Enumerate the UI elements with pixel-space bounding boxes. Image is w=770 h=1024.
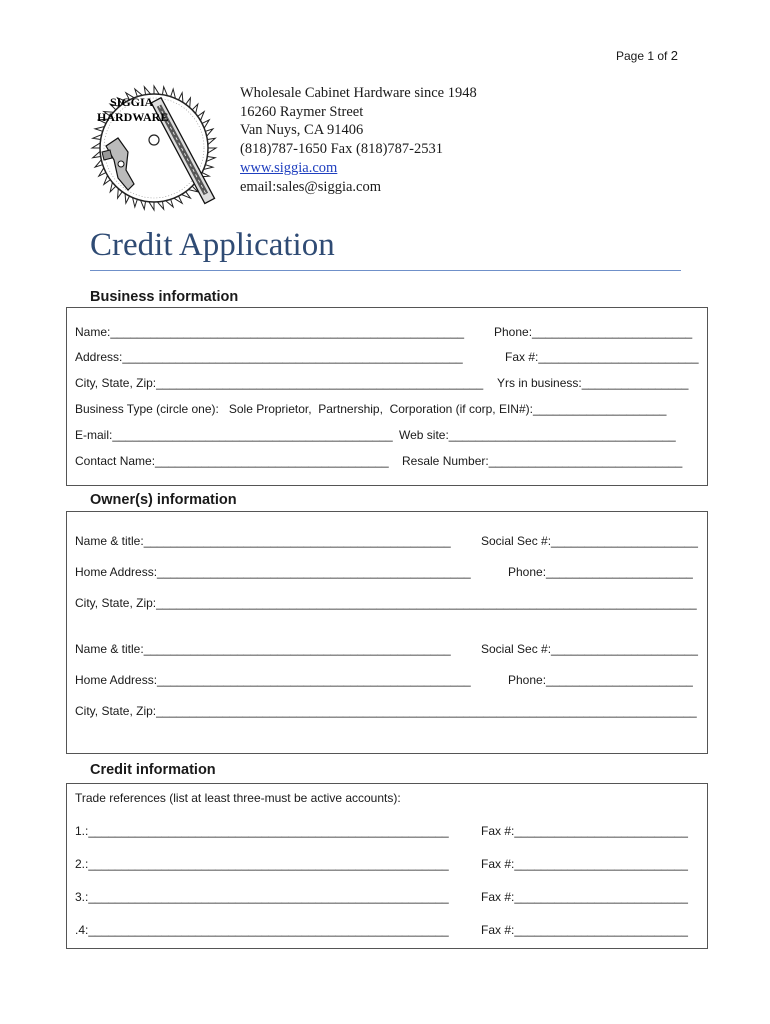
page-label: Page 1 of	[616, 49, 671, 63]
owners-section-heading: Owner(s) information	[90, 492, 237, 508]
owner2-ssn-field[interactable]: Social Sec #:______________________	[481, 642, 698, 656]
trade-ref-4-field[interactable]: .4:______________________________________________________	[75, 923, 449, 937]
logo-text-line2: HARDWARE	[97, 110, 169, 124]
business-address-field[interactable]: Address:___________________________________________________	[75, 350, 463, 364]
trade-ref-3-field[interactable]: 3.:______________________________________________________	[75, 890, 449, 904]
page-total: 2	[670, 48, 678, 63]
owner1-name-title-field[interactable]: Name & title:______________________________________________	[75, 534, 451, 548]
company-city: Van Nuys, CA 91406	[240, 122, 364, 139]
company-phones: (818)787-1650 Fax (818)787-2531	[240, 141, 443, 158]
business-website-field[interactable]: Web site:__________________________________	[399, 428, 676, 442]
company-website-link[interactable]: www.siggia.com	[240, 159, 338, 176]
business-years-field[interactable]: Yrs in business:________________	[497, 376, 689, 390]
business-name-field[interactable]: Name:_____________________________________________________	[75, 325, 465, 339]
trade-references-label: Trade references (list at least three-must be active accounts):	[75, 791, 401, 805]
trade-ref-2-fax-field[interactable]: Fax #:__________________________	[481, 857, 688, 871]
title-divider	[90, 270, 681, 271]
business-section-heading: Business information	[90, 289, 239, 305]
business-contact-field[interactable]: Contact Name:___________________________________	[75, 454, 389, 468]
business-city-field[interactable]: City, State, Zip:_________________________________________________	[75, 376, 484, 390]
trade-ref-2-field[interactable]: 2.:______________________________________________________	[75, 857, 449, 871]
company-street: 16260 Raymer Street	[240, 103, 364, 120]
owner2-home-address-field[interactable]: Home Address:_______________________________________________	[75, 673, 471, 687]
page-number	[616, 48, 678, 63]
owner1-ssn-field[interactable]: Social Sec #:______________________	[481, 534, 698, 548]
logo-text-line1: SIGGIA	[110, 95, 154, 109]
trade-ref-1-field[interactable]: 1.:______________________________________________________	[75, 824, 449, 838]
trade-ref-4-fax-field[interactable]: Fax #:__________________________	[481, 923, 688, 937]
business-type-field[interactable]: Business Type (circle one): Sole Proprietor, Partnership, Corporation (if corp, EIN#):____________________	[75, 402, 667, 416]
owner2-name-title-field[interactable]: Name & title:______________________________________________	[75, 642, 451, 656]
business-email-field[interactable]: E-mail:__________________________________________	[75, 428, 393, 442]
owner2-city-field[interactable]: City, State, Zip:_________________________________________________________________________________	[75, 704, 697, 718]
owner2-phone-field[interactable]: Phone:______________________	[508, 673, 693, 687]
trade-ref-3-fax-field[interactable]: Fax #:__________________________	[481, 890, 688, 904]
page-title: Credit Application	[90, 227, 335, 263]
business-fax-field[interactable]: Fax #:________________________	[505, 350, 699, 364]
business-phone-field[interactable]: Phone:________________________	[494, 325, 693, 339]
company-logo	[88, 80, 224, 216]
trade-ref-1-fax-field[interactable]: Fax #:__________________________	[481, 824, 688, 838]
credit-section-heading: Credit information	[90, 762, 216, 778]
company-email: email:sales@siggia.com	[240, 178, 381, 195]
company-tagline: Wholesale Cabinet Hardware since 1948	[240, 85, 477, 101]
business-resale-field[interactable]: Resale Number:_____________________________	[402, 454, 683, 468]
owner1-home-address-field[interactable]: Home Address:_______________________________________________	[75, 565, 471, 579]
owner1-city-field[interactable]: City, State, Zip:_________________________________________________________________________________	[75, 596, 697, 610]
saw-blade-icon	[88, 80, 224, 216]
owner1-phone-field[interactable]: Phone:______________________	[508, 565, 693, 579]
company-info	[240, 84, 477, 196]
